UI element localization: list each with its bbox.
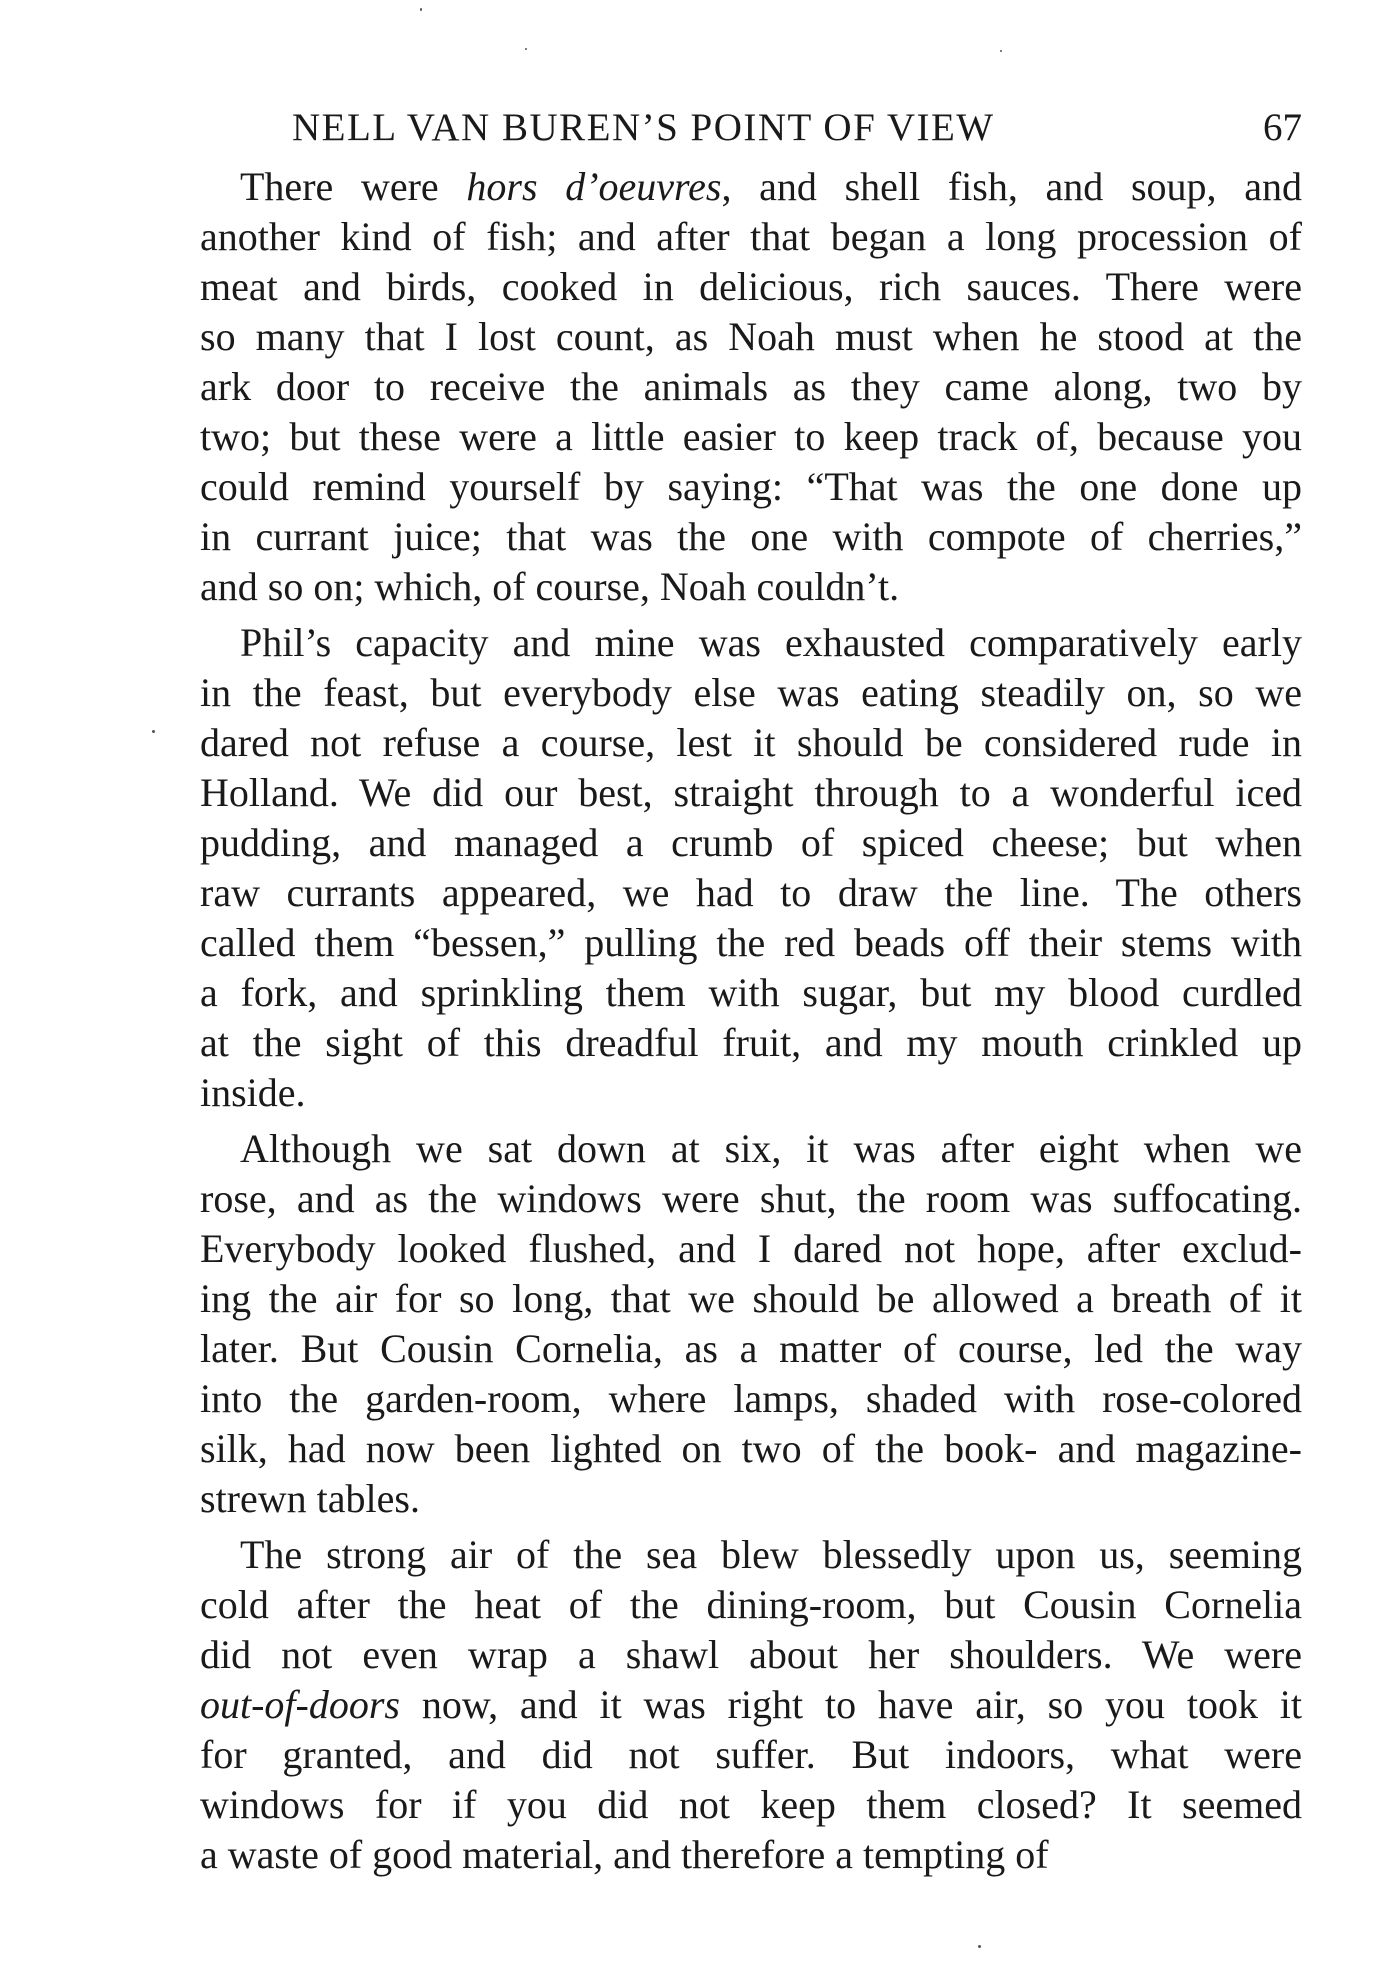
scan-speck (152, 730, 155, 733)
text-line: Although we sat down at six, it was after eight when we (240, 1126, 1302, 1171)
scan-speck (1000, 50, 1002, 52)
scan-speck (978, 1945, 981, 1948)
text-line: dared not refuse a course, lest it should be considered rude in (200, 720, 1302, 765)
text-line: Phil’s capacity and mine was exhausted comparatively early (240, 620, 1302, 665)
text-line: another kind of fish; and after that began a long procession of (200, 214, 1302, 259)
text-line: Everybody looked flushed, and I dared not hope, after exclud- (200, 1226, 1302, 1271)
text-line: in currant juice; that was the one with compote of cherries,” (200, 514, 1302, 559)
text-line: could remind yourself by saying: “That was the one done up (200, 464, 1302, 509)
text-line: raw currants appeared, we had to draw the line. The others (200, 870, 1302, 915)
emphasis: out-of-doors (200, 1682, 400, 1727)
paragraph (200, 162, 1302, 612)
text-line: meat and birds, cooked in delicious, rich sauces. There were (200, 264, 1302, 309)
page-number: 67 (1263, 106, 1302, 149)
text-line: pudding, and managed a crumb of spiced cheese; but when (200, 820, 1302, 865)
scan-speck (525, 48, 527, 50)
text-line: in the feast, but everybody else was eating steadily on, so we (200, 670, 1302, 715)
text-line: strewn tables. (200, 1476, 420, 1521)
text-line: later. But Cousin Cornelia, as a matter of course, led the way (200, 1326, 1302, 1371)
text-line: inside. (200, 1070, 306, 1115)
text-line: for granted, and did not suffer. But indoors, what were (200, 1732, 1302, 1777)
text-line: rose, and as the windows were shut, the room was suffocating. (200, 1176, 1302, 1221)
running-head (292, 105, 1302, 161)
text-line: Holland. We did our best, straight through to a wonderful iced (200, 770, 1302, 815)
paragraph (200, 1124, 1302, 1524)
text-line: called them “bessen,” pulling the red beads off their stems with (200, 920, 1302, 965)
text-line: windows for if you did not keep them closed? It seemed (200, 1782, 1302, 1827)
paragraph (200, 1530, 1302, 1880)
body-text (200, 162, 1302, 1880)
text-line: a waste of good material, and therefore a tempting of (200, 1832, 1049, 1877)
text-line: The strong air of the sea blew blessedly upon us, seeming (240, 1532, 1302, 1577)
text-line: cold after the heat of the dining-room, but Cousin Cornelia (200, 1582, 1302, 1627)
text-line: ark door to receive the animals as they came along, two by (200, 364, 1302, 409)
scan-speck (420, 8, 422, 11)
text-line: silk, had now been lighted on two of the book- and magazine- (200, 1426, 1302, 1471)
text-line: and so on; which, of course, Noah couldn’t. (200, 564, 900, 609)
text-line: out-of-doors now, and it was right to have air, so you took it (200, 1682, 1302, 1727)
text-line: two; but these were a little easier to keep track of, because you (200, 414, 1302, 459)
text-line: ing the air for so long, that we should be allowed a breath of it (200, 1276, 1302, 1321)
text-line: did not even wrap a shawl about her shoulders. We were (200, 1632, 1302, 1677)
paragraph (200, 618, 1302, 1118)
running-head-title: NELL VAN BUREN’S POINT OF VIEW (292, 106, 995, 149)
text-line: a fork, and sprinkling them with sugar, but my blood curdled (200, 970, 1302, 1015)
emphasis: hors d’oeuvres (466, 164, 722, 209)
text-line: into the garden-room, where lamps, shaded with rose-colored (200, 1376, 1302, 1421)
text-line: There were hors d’oeuvres, and shell fish, and soup, and (240, 164, 1302, 209)
text-line: so many that I lost count, as Noah must when he stood at the (200, 314, 1302, 359)
text-line: at the sight of this dreadful fruit, and my mouth crinkled up (200, 1020, 1302, 1065)
